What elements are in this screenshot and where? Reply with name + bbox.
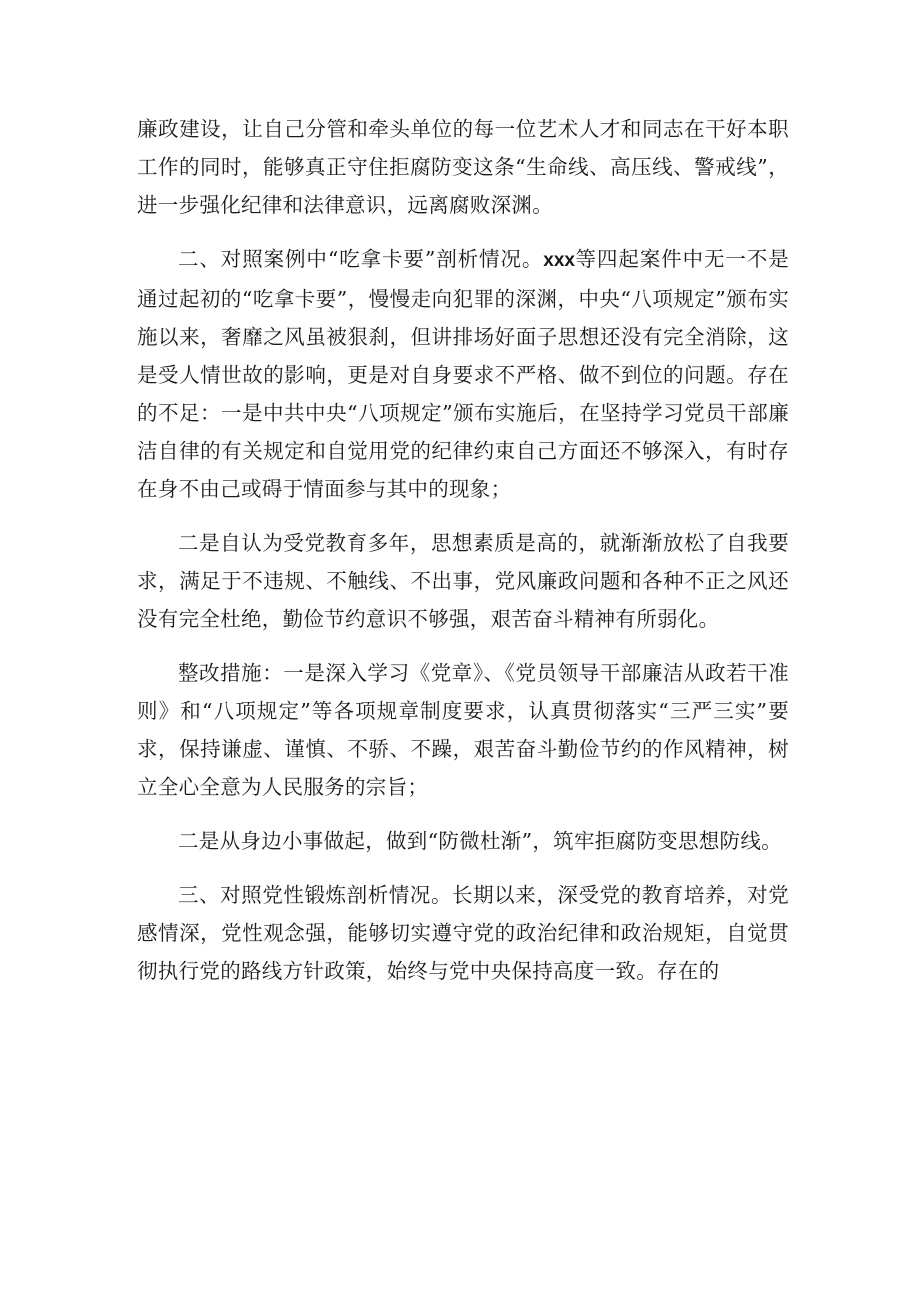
paragraph-continuation: 廉政建设，让自己分管和牵头单位的每一位艺术人才和同志在干好本职工作的同时，能够真正守住拒腐防变这条“生命线、高压线、警戒线”，进一步强化纪律和法律意识，远离腐败深渊。 xyxy=(137,117,789,217)
paragraph-measure-two: 二是从身边小事做起，做到“防微杜渐”，筑牢拒腐防变思想防线。 xyxy=(178,829,782,853)
paragraph-case-analysis xyxy=(137,240,789,508)
case-analysis-body: 等四起案件中无一不是通过起初的“吃拿卡要”，慢慢走向犯罪的深渊，中央“八项规定”颁布实施以来，奢靡之风虽被狠刹，但讲排场好面子思想还没有完全消除，这是受人情世故的影响，更是对自身要求不严格、做不到位的问题。存在的不足：一是中共中央“八项规定”颁布实施后，在坚持学习党员干部廉洁自律的有关规定和自觉用党的纪律约束自己方面还不够深入，有时存在身不由己或碍于情面参与其中的现象； xyxy=(137,247,790,501)
paragraph-rectification-measures: 整改措施：一是深入学习《党章》、《党员领导干部廉洁从政若干准则》和“八项规定”等各项规章制度要求，认真贯彻落实“三严三实”要求，保持谦虚、谨慎、不骄、不躁，艰苦奋斗勤俭节约的作风精神，树立全心全意为人民服务的宗旨； xyxy=(137,661,789,799)
case-analysis-heading: 二、对照案例中“吃拿卡要”剖析情况。 xyxy=(178,247,544,271)
document-body xyxy=(137,110,789,1006)
paragraph-party-spirit: 三、对照党性锻炼剖析情况。长期以来，深受党的教育培养，对党感情深，党性观念强，能够切实遵守党的政治纪律和政治规矩，自觉贯彻执行党的路线方针政策，始终与党中央保持高度一致。存在的 xyxy=(137,883,789,983)
paragraph-shortcoming-two: 二是自认为受党教育多年，思想素质是高的，就渐渐放松了自我要求，满足于不违规、不触线、不出事，党风廉政问题和各种不正之风还没有完全杜绝，勤俭节约意识不够强，艰苦奋斗精神有所弱化。 xyxy=(137,531,789,631)
redacted-name: xxx xyxy=(543,250,575,271)
